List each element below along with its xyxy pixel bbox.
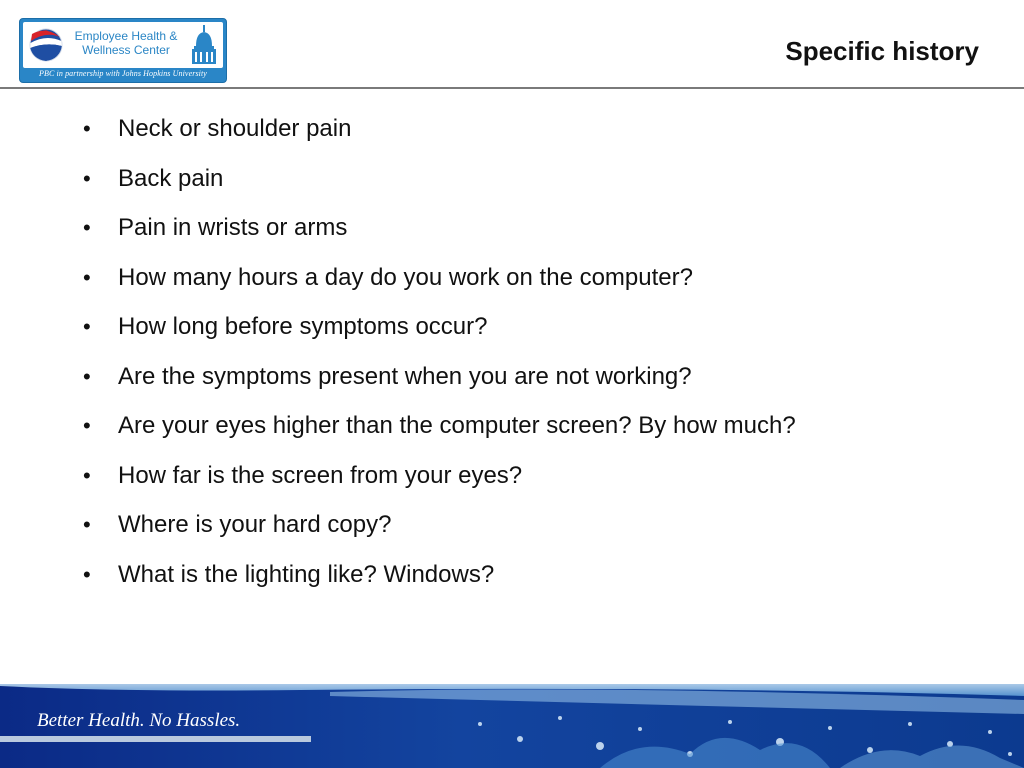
- logo-panel: [23, 22, 223, 68]
- list-item: [78, 114, 838, 144]
- bullet-icon: •: [83, 462, 91, 488]
- list-item: [78, 411, 838, 441]
- list-item: [78, 510, 838, 540]
- list-item: [78, 312, 838, 342]
- bullet-icon: •: [83, 314, 91, 339]
- list-item: [78, 362, 838, 392]
- list-item-text: How far is the screen from your eyes?: [118, 461, 523, 489]
- list-item-text: What is the lighting like? Windows?: [118, 560, 495, 588]
- pepsi-globe-icon: [29, 28, 63, 62]
- list-item: [78, 461, 838, 491]
- footer-banner: [0, 684, 1024, 768]
- page-title: Specific history: [785, 36, 979, 66]
- header-divider: [0, 87, 1024, 89]
- list-item-text: Where is your hard copy?: [118, 511, 392, 538]
- bullet-icon: •: [83, 413, 91, 438]
- logo-tagline: PBC in partnership with Johns Hopkins University: [39, 69, 207, 78]
- bullet-icon: •: [83, 165, 91, 191]
- list-item-text: Are the symptoms present when you are not working?: [118, 362, 692, 390]
- bullet-icon: •: [83, 363, 91, 389]
- list-item: [78, 263, 838, 293]
- footer-accent-bar: [0, 736, 311, 742]
- list-item-text: How long before symptoms occur?: [118, 313, 488, 340]
- list-item-text: Pain in wrists or arms: [118, 214, 348, 241]
- logo: [19, 18, 227, 83]
- list-item-text: Are your eyes higher than the computer screen? By how much?: [118, 412, 796, 439]
- bullet-icon: •: [83, 116, 91, 141]
- list-item: [78, 560, 838, 590]
- logo-line-1: Employee Health &: [74, 29, 178, 43]
- list-item: [78, 164, 838, 194]
- list-item: [78, 213, 838, 243]
- bullet-icon: •: [83, 264, 91, 290]
- bullet-icon: •: [83, 215, 91, 240]
- logo-text: [67, 29, 185, 57]
- bullet-list: [78, 114, 838, 609]
- capitol-dome-icon: [187, 24, 221, 66]
- bullet-icon: •: [83, 561, 91, 587]
- list-item-text: Neck or shoulder pain: [118, 115, 352, 142]
- list-item-text: How many hours a day do you work on the computer?: [118, 263, 693, 291]
- bullet-icon: •: [83, 512, 91, 537]
- logo-line-2: Wellness Center: [82, 43, 170, 57]
- footer-slogan: Better Health. No Hassles.: [37, 710, 241, 731]
- list-item-text: Back pain: [118, 164, 224, 192]
